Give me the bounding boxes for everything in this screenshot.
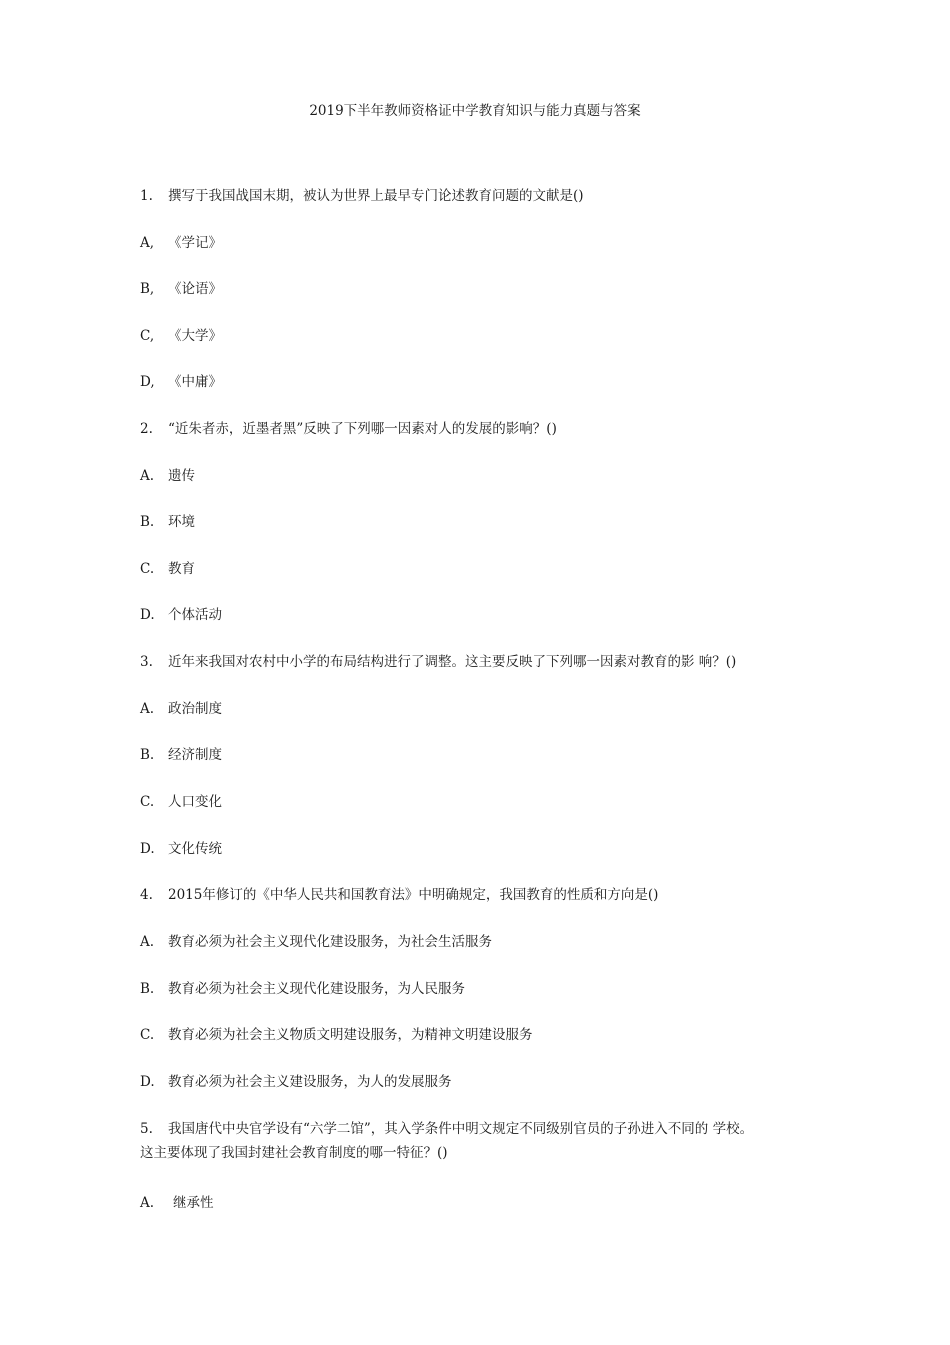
option-4b (140, 979, 465, 999)
option-1b (140, 279, 222, 299)
question-number: 4. (140, 887, 153, 903)
option-text: 《大学》 (168, 328, 222, 344)
question-stem: 我国唐代中央官学设有“六学二馆”，其入学条件中明文规定不同级别官员的子孙进入不同的 学校。 (168, 1121, 754, 1137)
option-text: 教育必须为社会主义现代化建设服务，为社会生活服务 (168, 934, 492, 950)
option-text: 人口变化 (168, 794, 222, 810)
option-1c (140, 326, 222, 346)
option-5a (140, 1193, 214, 1213)
option-letter: B. (140, 981, 155, 997)
option-letter: A. (140, 934, 155, 950)
option-text: 继承性 (173, 1195, 214, 1211)
question-stem: “近朱者赤，近墨者黑”反映了下列哪一因素对人的发展的影响？() (168, 421, 557, 437)
option-letter: B, (140, 281, 155, 297)
option-letter: D. (140, 607, 155, 623)
option-letter: C, (140, 328, 155, 344)
option-letter: D. (140, 841, 155, 857)
option-letter: A. (140, 701, 155, 717)
question-2 (140, 419, 557, 439)
option-1a (140, 233, 222, 253)
question-1 (140, 186, 584, 206)
option-4a (140, 932, 492, 952)
option-letter: C. (140, 794, 155, 810)
option-letter: D, (140, 374, 155, 390)
question-number: 3. (140, 654, 153, 670)
question-3 (140, 652, 736, 672)
option-text: 政治制度 (168, 701, 222, 717)
option-letter: C. (140, 1027, 155, 1043)
option-3a (140, 699, 222, 719)
question-5 (140, 1119, 753, 1139)
option-text: 教育必须为社会主义建设服务，为人的发展服务 (168, 1074, 452, 1090)
page-title: 2019下半年教师资格证中学教育知识与能力真题与答案 (309, 103, 641, 119)
option-letter: C. (140, 561, 155, 577)
option-2a (140, 466, 195, 486)
option-letter: A, (140, 235, 155, 251)
option-2b (140, 512, 195, 532)
option-4c (140, 1025, 533, 1045)
option-text: 教育必须为社会主义物质文明建设服务，为精神文明建设服务 (168, 1027, 533, 1043)
option-text: 教育必须为社会主义现代化建设服务，为人民服务 (168, 981, 465, 997)
question-stem: 2015年修订的《中华人民共和国教育法》中明确规定，我国教育的性质和方向是() (168, 887, 659, 903)
question-stem: 撰写于我国战国末期，被认为世界上最早专门论述教育问题的文献是() (168, 188, 584, 204)
option-2c (140, 559, 195, 579)
option-3b (140, 745, 222, 765)
option-text: 个体活动 (168, 607, 222, 623)
option-letter: A. (140, 468, 155, 484)
option-text: 《中庸》 (168, 374, 222, 390)
question-5-stem-continued: 这主要体现了我国封建社会教育制度的哪一特征？() (140, 1145, 448, 1161)
question-number: 2. (140, 421, 153, 437)
option-letter: A. (140, 1195, 155, 1211)
question-stem: 近年来我国对农村中小学的布局结构进行了调整。这主要反映了下列哪一因素对教育的影 响？() (168, 654, 737, 670)
option-text: 《学记》 (168, 235, 222, 251)
option-4d (140, 1072, 452, 1092)
option-text: 《论语》 (168, 281, 222, 297)
option-3c (140, 792, 222, 812)
option-letter: D. (140, 1074, 155, 1090)
option-letter: B. (140, 514, 155, 530)
question-number: 5. (140, 1121, 153, 1137)
option-text: 遗传 (168, 468, 195, 484)
option-text: 文化传统 (168, 841, 222, 857)
question-number: 1. (140, 188, 153, 204)
option-1d (140, 372, 222, 392)
option-letter: B. (140, 747, 155, 763)
option-2d (140, 605, 222, 625)
question-4 (140, 885, 658, 905)
option-text: 环境 (168, 514, 195, 530)
option-text: 经济制度 (168, 747, 222, 763)
option-3d (140, 839, 222, 859)
option-text: 教育 (168, 561, 195, 577)
